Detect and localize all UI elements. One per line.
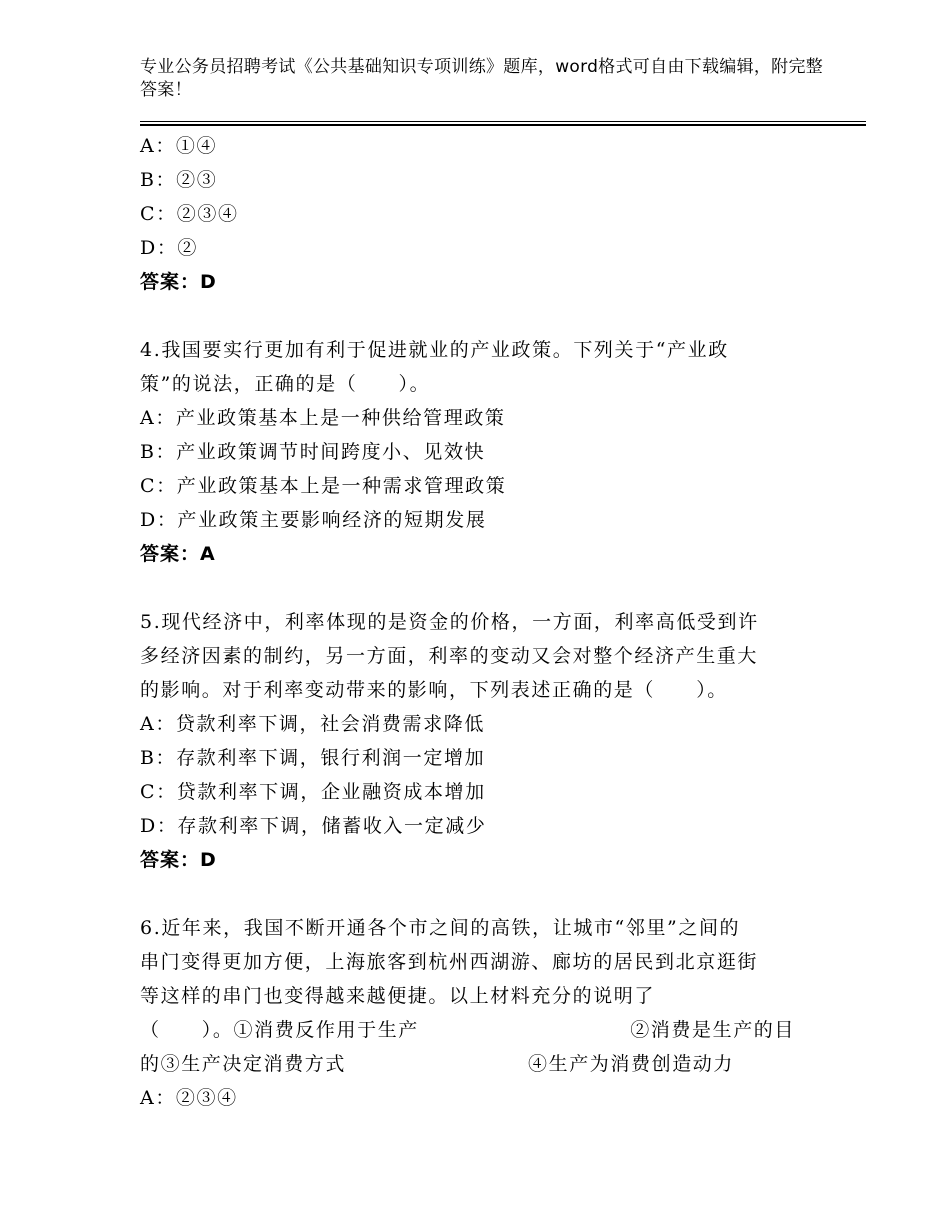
option-c: C：②③④ bbox=[140, 203, 239, 225]
option-c: C：贷款利率下调，企业融资成本增加 bbox=[140, 781, 486, 803]
question-6-stem-left: 的③生产决定消费方式 bbox=[140, 1053, 347, 1075]
question-5 bbox=[140, 605, 800, 877]
question-4 bbox=[140, 333, 800, 571]
question-6 bbox=[140, 911, 800, 1115]
question-5-stem-line: 5.现代经济中，利率体现的是资金的价格，一方面，利率高低受到许 bbox=[140, 611, 759, 633]
question-5-answer: 答案：D bbox=[140, 849, 217, 871]
header-rule-thick bbox=[140, 124, 866, 126]
option-d: D：存款利率下调，储蓄收入一定减少 bbox=[140, 815, 487, 837]
option-a: A：②③④ bbox=[140, 1087, 238, 1109]
question-6-stem-row bbox=[140, 1013, 795, 1047]
option-a: A：产业政策基本上是一种供给管理政策 bbox=[140, 407, 506, 429]
option-b: B：产业政策调节时间跨度小、见效快 bbox=[140, 441, 486, 463]
question-6-stem-right: ②消费是生产的目 bbox=[630, 1019, 795, 1041]
question-6-stem-line: 6.近年来，我国不断开通各个市之间的高铁，让城市“邻里”之间的 bbox=[140, 917, 741, 939]
question-4-stem-line: 4.我国要实行更加有利于促进就业的产业政策。下列关于“产业政 bbox=[140, 339, 729, 361]
option-a: A：贷款利率下调，社会消费需求降低 bbox=[140, 713, 485, 735]
option-a: A：①④ bbox=[140, 135, 218, 157]
question-6-stem-row bbox=[140, 1047, 800, 1081]
question-6-stem-line: 等这样的串门也变得越来越便捷。以上材料充分的说明了 bbox=[140, 985, 656, 1007]
question-3-options bbox=[140, 129, 800, 265]
option-b: B：②③ bbox=[140, 169, 218, 191]
option-d: D：产业政策主要影响经济的短期发展 bbox=[140, 509, 487, 531]
option-c: C：产业政策基本上是一种需求管理政策 bbox=[140, 475, 507, 497]
question-4-answer: 答案：A bbox=[140, 543, 216, 565]
question-6-stem-left: （ ）。①消费反作用于生产 bbox=[140, 1019, 419, 1041]
option-d: D：② bbox=[140, 237, 199, 259]
question-6-stem-line: 串门变得更加方便，上海旅客到杭州西湖游、廊坊的居民到北京逛街 bbox=[140, 951, 759, 973]
question-5-stem-line: 多经济因素的制约，另一方面，利率的变动又会对整个经济产生重大 bbox=[140, 645, 759, 667]
question-3-answer: 答案：D bbox=[140, 271, 217, 293]
question-5-stem-line: 的影响。对于利率变动带来的影响，下列表述正确的是（ ）。 bbox=[140, 679, 728, 701]
question-4-stem-line: 策”的说法，正确的是（ ）。 bbox=[140, 373, 431, 395]
page-header: 专业公务员招聘考试《公共基础知识专项训练》题库，word格式可自由下载编辑，附完整答案！ bbox=[140, 57, 824, 100]
question-content bbox=[140, 129, 800, 1115]
option-b: B：存款利率下调，银行利润一定增加 bbox=[140, 747, 486, 769]
header-rule-thin bbox=[140, 121, 866, 122]
question-6-stem-right: ④生产为消费创造动力 bbox=[528, 1053, 735, 1075]
